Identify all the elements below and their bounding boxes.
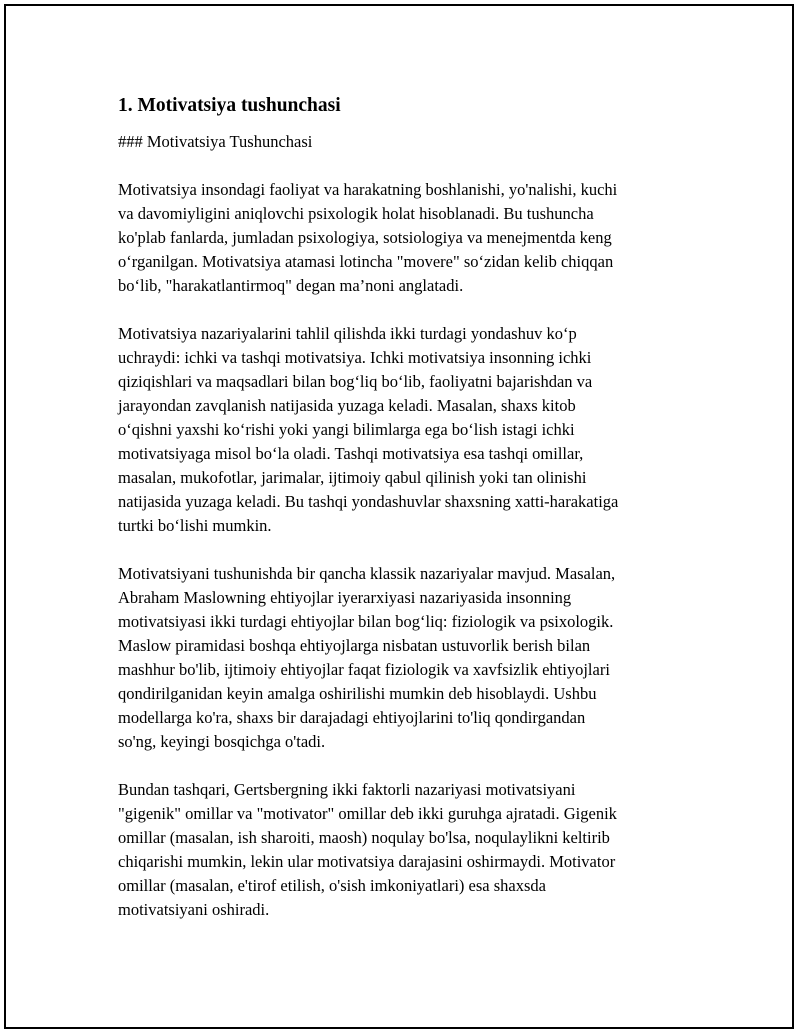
text-line: masalan, mukofotlar, jarimalar, ijtimoiy qabul qilinish yoki tan olinishi [118, 468, 587, 487]
paragraph-herzberg [118, 778, 678, 922]
text-line: qondirilganidan keyin amalga oshirilishi mumkin deb hisoblaydi. Ushbu [118, 684, 597, 703]
paragraph-intrinsic-extrinsic [118, 322, 678, 538]
text-line: o‘rganilgan. Motivatsiya atamasi lotincha "movere" so‘zidan kelib chiqqan [118, 252, 614, 271]
text-line: motivatsiyani oshiradi. [118, 900, 270, 919]
text-line: Motivatsiyani tushunishda bir qancha klassik nazariyalar mavjud. Masalan, [118, 564, 616, 583]
document-body [118, 93, 678, 946]
text-line: omillar (masalan, ish sharoiti, maosh) noqulay bo'lsa, noqulaylikni keltirib [118, 828, 610, 847]
text-line: natijasida yuzaga keladi. Bu tashqi yondashuvlar shaxsning xatti-harakatiga [118, 492, 619, 511]
text-line: motivatsiyasi ikki turdagi ehtiyojlar bilan bog‘liq: fiziologik va psixologik. [118, 612, 614, 631]
text-line: chiqarishi mumkin, lekin ular motivatsiya darajasini oshirmaydi. Motivator [118, 852, 616, 871]
text-line: motivatsiyaga misol bo‘la oladi. Tashqi motivatsiya esa tashqi omillar, [118, 444, 584, 463]
text-line: turtki bo‘lishi mumkin. [118, 516, 272, 535]
paragraph-definition [118, 178, 678, 298]
paragraph-maslow [118, 562, 678, 754]
text-line: qiziqishlari va maqsadlari bilan bog‘liq bo‘lib, faoliyatni bajarishdan va [118, 372, 593, 391]
text-line: ko'plab fanlarda, jumladan psixologiya, sotsiologiya va menejmentda keng [118, 228, 612, 247]
text-line: jarayondan zavqlanish natijasida yuzaga keladi. Masalan, shaxs kitob [118, 396, 576, 415]
text-line: Maslow piramidasi boshqa ehtiyojlarga nisbatan ustuvorlik berish bilan [118, 636, 591, 655]
text-line: omillar (masalan, e'tirof etilish, o'sish imkoniyatlari) esa shaxsda [118, 876, 546, 895]
text-line: "gigenik" omillar va "motivator" omillar deb ikki guruhga ajratadi. Gigenik [118, 804, 617, 823]
markdown-subheading: ### Motivatsiya Tushunchasi [118, 132, 313, 151]
text-line: Bundan tashqari, Gertsbergning ikki faktorli nazariyasi motivatsiyani [118, 780, 576, 799]
text-line: so'ng, keyingi bosqichga o'tadi. [118, 732, 326, 751]
text-line: uchraydi: ichki va tashqi motivatsiya. Ichki motivatsiya insonning ichki [118, 348, 592, 367]
text-line: mashhur bo'lib, ijtimoiy ehtiyojlar faqat fiziologik va xavfsizlik ehtiyojlari [118, 660, 610, 679]
text-line: Abraham Maslowning ehtiyojlar iyerarxiyasi nazariyasida insonning [118, 588, 572, 607]
text-line: o‘qishni yaxshi ko‘rishi yoki yangi bilimlarga ega bo‘lish istagi ichki [118, 420, 575, 439]
text-line: modellarga ko'ra, shaxs bir darajadagi ehtiyojlarini to'liq qondirgandan [118, 708, 586, 727]
text-line: Motivatsiya insondagi faoliyat va harakatning boshlanishi, yo'nalishi, kuchi [118, 180, 618, 199]
text-line: bo‘lib, "harakatlantirmoq" degan ma’noni anglatadi. [118, 276, 464, 295]
text-line: Motivatsiya nazariyalarini tahlil qilishda ikki turdagi yondashuv ko‘p [118, 324, 577, 343]
section-heading: 1. Motivatsiya tushunchasi [118, 95, 341, 116]
text-line: va davomiyligini aniqlovchi psixologik holat hisoblanadi. Bu tushuncha [118, 204, 594, 223]
